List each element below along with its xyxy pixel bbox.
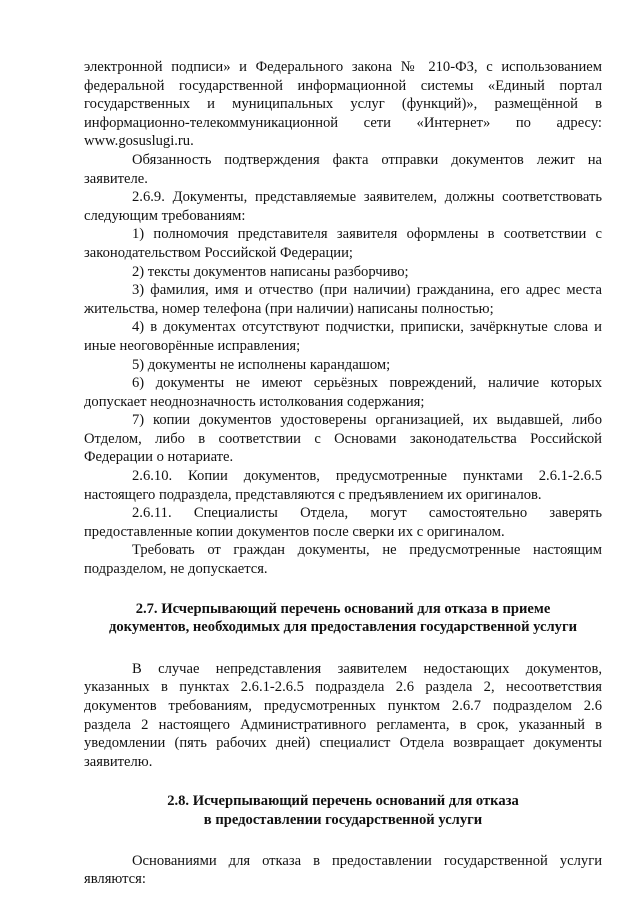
- requirement-item-3: 3) фамилия, имя и отчество (при наличии) гражданина, его адрес места жительства, номер телефона (при наличии) написаны полностью;: [84, 282, 602, 317]
- section-heading-2-7-line-2: документов, необходимых для предоставления государственной услуги: [109, 619, 577, 636]
- requirement-item-7: 7) копии документов удостоверены организацией, их выдавшей, либо Отделом, либо в соответствии с Основами законодательства Российской Федерации о нотариате.: [84, 412, 602, 466]
- requirement-item-1: 1) полномочия представителя заявителя оформлены в соответствии с законодательством Российской Федерации;: [84, 226, 602, 261]
- document-page: [84, 58, 602, 889]
- paragraph-2-6-10: 2.6.10. Копии документов, предусмотренные пунктами 2.6.1-2.6.5 настоящего подраздела, представляются с предъявлением их оригиналов.: [84, 468, 602, 503]
- section-heading-2-8-line-1: 2.8. Исчерпывающий перечень оснований для отказа: [167, 793, 519, 810]
- paragraph-2-8-body: Основаниями для отказа в предоставлении государственной услуги являются:: [84, 852, 602, 888]
- paragraph-portal-continuation: электронной подписи» и Федерального закона № 210-ФЗ, с использованием федеральной государственной информационной системы «Единый портал государственных и муниципальных услуг (функций)», размещённой в информационно-телекоммуникационной сети «Интернет» по адресу: www.gosuslugi.ru.: [84, 59, 602, 150]
- paragraph-confirmation-duty: Обязанность подтверждения факта отправки документов лежит на заявителе.: [84, 151, 602, 187]
- requirement-item-6: 6) документы не имеют серьёзных повреждений, наличие которых допускает неоднозначность истолкования содержания;: [84, 375, 602, 410]
- paragraph-2-6-9: 2.6.9. Документы, представляемые заявителем, должны соответствовать следующим требованиям:: [84, 189, 602, 224]
- paragraph-2-6-11: 2.6.11. Специалисты Отдела, могут самостоятельно заверять предоставленные копии документов после сверки их с оригиналом.: [84, 505, 602, 540]
- paragraph-no-extra-documents: Требовать от граждан документы, не предусмотренные настоящим подразделом, не допускается.: [84, 542, 602, 578]
- section-heading-2-7-line-1: 2.7. Исчерпывающий перечень оснований для отказа в приеме: [135, 600, 551, 617]
- requirement-item-4: 4) в документах отсутствуют подчистки, приписки, зачёркнутые слова и иные неоговорённые исправления;: [84, 319, 602, 354]
- section-heading-2-7: [84, 600, 602, 637]
- paragraph-2-7-body: В случае непредставления заявителем недостающих документов, указанных в пунктах 2.6.1-2.6.5 подраздела 2.6 раздела 2, несоответствия документов требованиям, предусмотренных пунктом 2.6.7 подразделом 2.6 раздела 2 настоящего Административного регламента, в срок, указанный в уведомлении (пять рабочих дней) специалист Отдела возвращает документы заявителю.: [84, 660, 602, 770]
- requirement-item-5: 5) документы не исполнены карандашом;: [132, 356, 391, 373]
- section-heading-2-8-line-2: в предоставлении государственной услуги: [203, 811, 483, 828]
- requirement-item-2: 2) тексты документов написаны разборчиво;: [132, 263, 409, 280]
- section-heading-2-8: [84, 792, 602, 829]
